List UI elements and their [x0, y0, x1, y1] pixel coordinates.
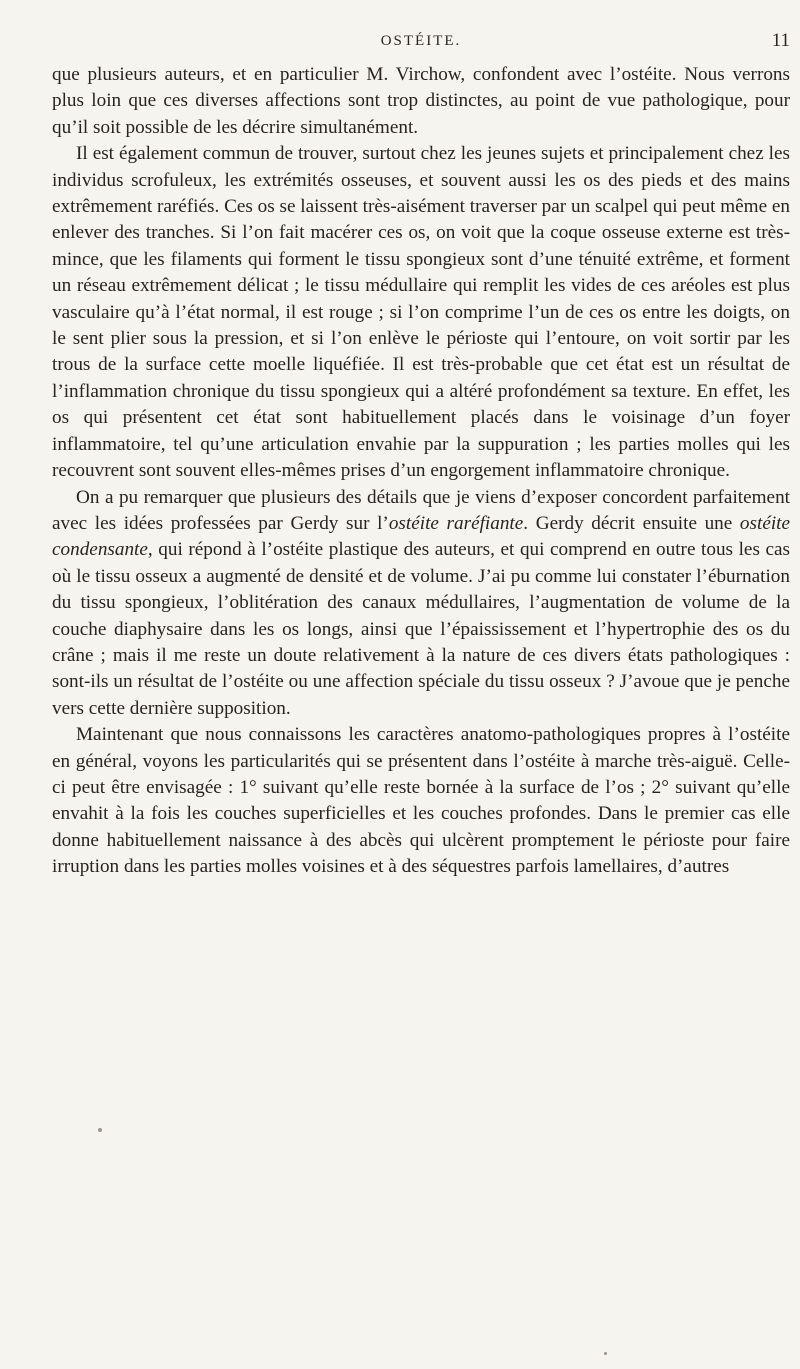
body-text [52, 62, 790, 881]
text-run: , qui répond à l’ostéite plastique des auteurs, et qui comprend en outre tous les cas où le tissu osseux a augmenté de densité et de volume. J’ai pu comme lui constater l’éburnation du tissu spongieux, l’oblitération des canaux médullaires, l’augmentation de volume de la couche diaphysaire dans les os longs, ainsi que l’épaississement et l’hypertrophie des os du crâne ; mais il me reste un doute relativement à la nature de ces divers états pathologiques : sont-ils un résultat de l’ostéite ou une affection spéciale du tissu osseux ? J’avoue que je penche vers cette dernière supposition. [52, 539, 790, 719]
paragraph [52, 141, 790, 484]
page-header [52, 30, 790, 54]
text-run: . Gerdy décrit ensuite une [523, 512, 740, 534]
italic-term: ostéite condensante [52, 512, 791, 561]
paper-speck [604, 1352, 607, 1355]
text-run: Il est également commun de trouver, surtout chez les jeunes sujets et principalement chez les individus scrofuleux, les extrémités osseuses, et souvent aussi les os des pieds et des mains extrêmement raréfiés. Ces os se laissent très-aisément traverser par un scalpel qui peut même en enlever des tranches. Si l’on fait macérer ces os, on voit que la coque osseuse externe est très-mince, que les filaments qui forment le tissu spongieux sont d’une ténuité extrême, et forment un réseau extrêmement délicat ; le tissu médullaire qui remplit les vides de ces aréoles est plus vasculaire qu’à l’état normal, il est rouge ; si l’on comprime l’un de ces os entre les doigts, on le sent plier sous la pression, et si l’on enlève le périoste qui l’entoure, on voit sortir par les trous de la surface cette moelle liquéfiée. Il est très-probable que cet état est un résultat de l’inflammation chronique du tissu spongieux qui a altéré profondément sa texture. En effet, les os qui présentent cet état sont habituellement placés dans le voisinage d’un foyer inflammatoire, tel qu’une articulation envahie par la suppuration ; les parties molles qui les recouvrent sont souvent elles-mêmes prises d’un engorgement inflammatoire chronique. [52, 143, 790, 482]
paragraph [52, 722, 790, 880]
running-title: OSTÉITE. [380, 33, 462, 49]
page-number: 11 [771, 30, 790, 51]
text-run: On a pu remarquer que plusieurs des détails que je viens d’exposer concordent parfaitement avec les idées professées par Gerdy sur l’ [52, 486, 790, 534]
italic-term: ostéite raréfiante [388, 512, 524, 534]
text-run: Maintenant que nous connaissons les caractères anatomo-pathologiques propres à l’ostéite en général, voyons les particularités qui se présentent dans l’ostéite à marche très-aiguë. Celle-ci peut être envisagée : 1° suivant qu’elle reste bornée à la surface de l’os ; 2° suivant qu’elle envahit à la fois les couches superficielles et les couches profondes. Dans le premier cas elle donne habituellement naissance à des abcès qui ulcèrent promptement le périoste pour faire irruption dans les parties molles voisines et à des séquestres parfois lamellaires, d’autres [52, 724, 790, 878]
paragraph [52, 485, 790, 723]
paragraph [52, 62, 790, 141]
paper-speck [98, 1128, 102, 1132]
text-run: que plusieurs auteurs, et en particulier M. Virchow, confondent avec l’ostéite. Nous verrons plus loin que ces diverses affections sont trop distinctes, au point de vue pathologique, pour qu’il soit possible de les décrire simultanément. [52, 64, 790, 138]
